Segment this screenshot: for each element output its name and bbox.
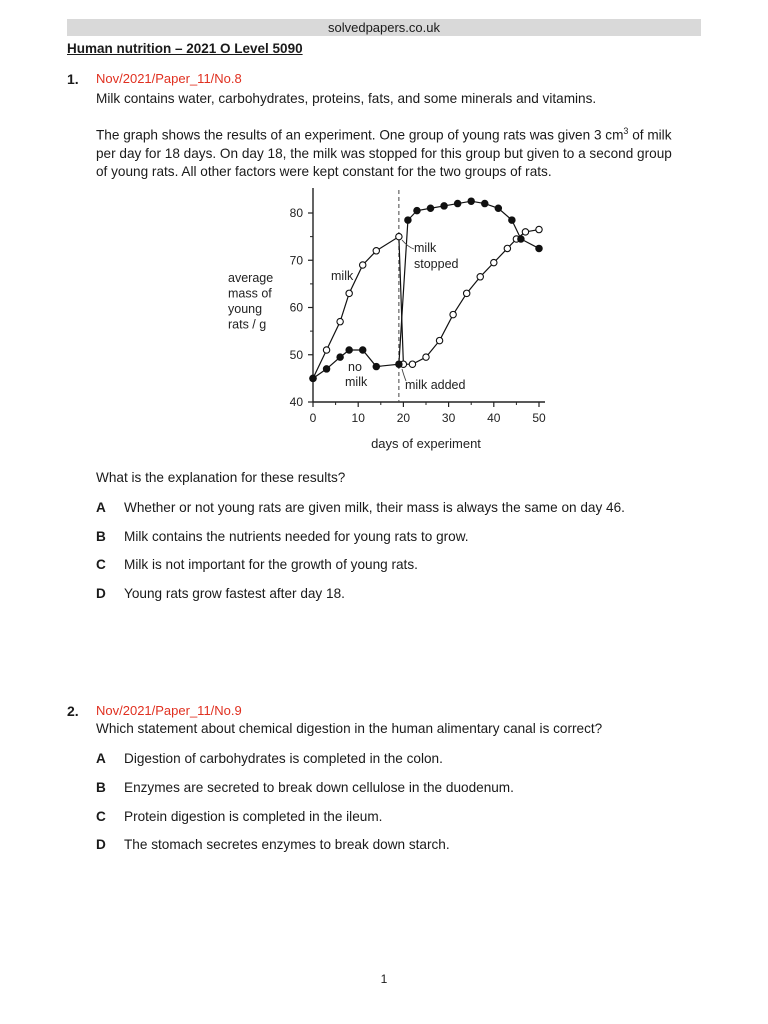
- option-c[interactable]: [96, 557, 418, 572]
- filled-point: [495, 205, 501, 211]
- filled-point: [536, 245, 542, 251]
- x-tick-label: 10: [351, 411, 365, 425]
- filled-point: [396, 361, 402, 367]
- y-axis-label-line: mass of: [228, 286, 272, 301]
- y-tick-label: 60: [289, 300, 303, 315]
- filled-point: [373, 363, 379, 369]
- option-text: Milk contains the nutrients needed for young rats to grow.: [124, 528, 469, 544]
- option-d[interactable]: [96, 837, 450, 852]
- open-point: [373, 248, 379, 254]
- paragraph-line-1: The graph shows the results of an experiment. One group of young rats was given 3 $cm^3$ of milk: [96, 126, 672, 143]
- open-point: [536, 226, 542, 232]
- question-1-number: 1.: [67, 71, 79, 87]
- chart-series: [310, 198, 542, 382]
- x-tick-label: 20: [396, 411, 411, 425]
- filled-point: [427, 205, 433, 211]
- open-point: [423, 354, 429, 360]
- filled-point: [405, 217, 411, 223]
- y-axis-label-line: average: [228, 271, 274, 285]
- y-axis-label: [228, 271, 273, 332]
- filled-point: [441, 203, 447, 209]
- filled-point: [468, 198, 474, 204]
- question-1-intro: Milk contains water, carbohydrates, proteins, fats, and some minerals and vitamins.: [96, 91, 597, 106]
- option-text: Digestion of carbohydrates is completed in the colon.: [124, 751, 443, 766]
- open-point: [337, 318, 343, 324]
- filled-point: [323, 366, 329, 372]
- x-tick-label: 0: [309, 411, 317, 425]
- option-b[interactable]: [96, 529, 469, 544]
- question-2-prompt: Which statement about chemical digestion in the human alimentary canal is correct?: [96, 721, 603, 736]
- option-letter: A: [96, 500, 106, 515]
- open-point: [396, 233, 402, 239]
- filled-point: [346, 347, 352, 353]
- y-tick-label: 40: [289, 395, 303, 409]
- leader-milk-stopped: [402, 240, 414, 249]
- x-axis-label: days of experiment: [371, 436, 481, 451]
- option-letter: D: [96, 837, 106, 853]
- question-2-number: 2.: [67, 703, 79, 719]
- filled-point: [337, 354, 343, 360]
- y-tick-label: 80: [289, 206, 303, 220]
- option-text: Protein digestion is completed in the ileum.: [124, 808, 383, 824]
- option-text: Whether or not young rats are given milk, their mass is always the same on day 46.: [124, 500, 625, 515]
- paragraph-line-2: per day for 18 days. On day 18, the milk was stopped for this group but given to a second group: [96, 145, 672, 161]
- y-tick-label: 50: [289, 347, 303, 362]
- question-1-prompt: What is the explanation for these results?: [96, 470, 346, 485]
- option-d[interactable]: [96, 586, 345, 601]
- open-point: [323, 347, 329, 353]
- option-letter: B: [96, 779, 106, 795]
- question-1-paragraph: [96, 122, 721, 181]
- x-tick-label: 40: [487, 411, 501, 425]
- leader-milk-added: [402, 369, 406, 381]
- y-tick-label: 70: [289, 253, 303, 268]
- option-letter: A: [96, 751, 106, 766]
- option-text: Milk is not important for the growth of young rats.: [124, 557, 418, 572]
- filled-point: [414, 207, 420, 213]
- option-letter: D: [96, 585, 106, 601]
- filled-point: [518, 236, 524, 242]
- y-axis-label-line: rats / g: [228, 317, 267, 332]
- x-tick-label: 50: [532, 411, 546, 425]
- option-letter: C: [96, 808, 106, 824]
- question-1-reference: Nov/2021/Paper_11/No.8: [96, 71, 242, 86]
- open-point: [436, 337, 442, 343]
- site-header: solvedpapers.co.uk: [67, 19, 701, 36]
- page-title: Human nutrition – 2021 O Level 5090: [67, 41, 303, 56]
- open-point: [477, 274, 483, 280]
- open-point: [504, 245, 510, 251]
- option-text: Enzymes are secreted to break down cellulose in the duodenum.: [124, 779, 514, 795]
- option-letter: C: [96, 557, 106, 572]
- open-point: [450, 311, 456, 317]
- filled-point: [482, 200, 488, 206]
- label-milk-stopped: milk: [414, 241, 437, 255]
- filled-point: [509, 217, 515, 223]
- option-text: Young rats grow fastest after day 18.: [124, 585, 345, 601]
- option-text: The stomach secretes enzymes to break down starch.: [124, 837, 450, 853]
- option-b[interactable]: [96, 780, 514, 795]
- paragraph-line-3: of young rats. All other factors were kept constant for the two groups of rats.: [96, 163, 552, 179]
- label-no-milk: milk: [345, 375, 368, 389]
- open-point: [522, 229, 528, 235]
- page-number: 1: [380, 972, 388, 986]
- open-point: [346, 290, 352, 296]
- open-point: [360, 262, 366, 268]
- filled-point: [360, 347, 366, 353]
- rat-mass-chart: [0, 180, 768, 460]
- chart-annotations: [331, 240, 465, 392]
- option-a[interactable]: [96, 500, 625, 515]
- open-point: [491, 259, 497, 265]
- x-tick-label: 30: [441, 411, 456, 425]
- y-axis-label-line: young: [228, 302, 263, 316]
- option-a[interactable]: [96, 751, 443, 766]
- filled-point: [454, 200, 460, 206]
- option-letter: B: [96, 528, 106, 544]
- label-milk-stopped: stopped: [414, 257, 459, 271]
- question-2-reference: Nov/2021/Paper_11/No.9: [96, 703, 242, 718]
- open-point: [409, 361, 415, 367]
- label-milk-added: milk added: [405, 378, 466, 392]
- label-milk: milk: [331, 269, 354, 283]
- option-c[interactable]: [96, 809, 382, 824]
- label-no-milk: no: [348, 360, 362, 374]
- chart-ticks: [290, 206, 546, 425]
- filled-point: [310, 375, 316, 381]
- open-point: [463, 290, 469, 296]
